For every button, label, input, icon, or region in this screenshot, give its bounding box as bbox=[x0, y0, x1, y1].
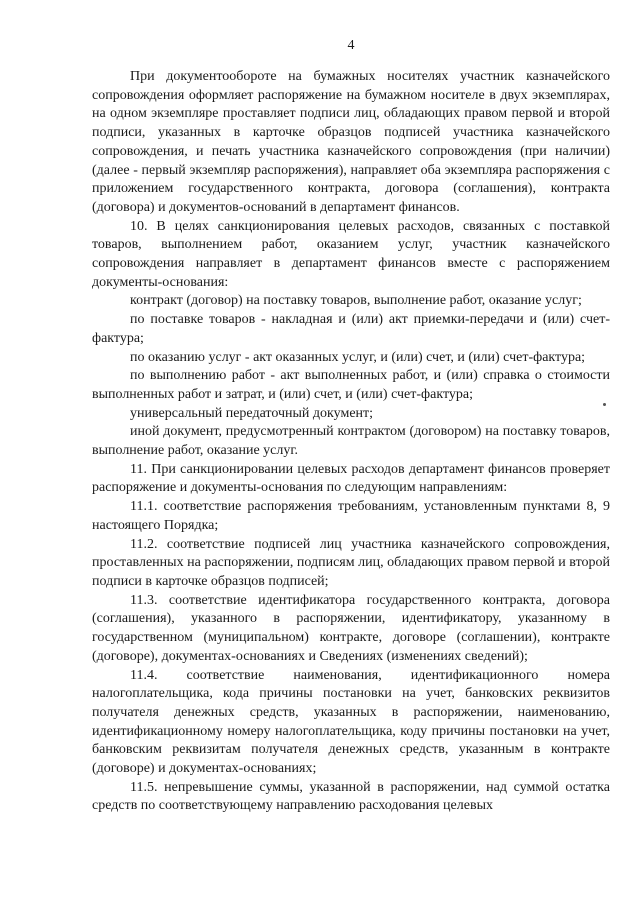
paragraph-works: по выполнению работ - акт выполненных работ, и (или) справка о стоимости выполненных работ и затрат, и (или) счет, и (или) счет-фактура; bbox=[92, 368, 610, 402]
paragraph-11-4: 11.4. соответствие наименования, идентификационного номера налогоплательщика, кода причины постановки на учет, банковских реквизитов получателя денежных средств, указанных в распоряжении, наименованию, идентификационному номеру налогоплательщика, коду причины постановки на учет, банковским реквизитам получателя денежных средств, указанным в контракте (договоре) и документах-основаниях; bbox=[92, 667, 610, 777]
scan-speck bbox=[603, 403, 606, 406]
paragraph-services: по оказанию услуг - акт оказанных услуг, и (или) счет, и (или) счет-фактура; bbox=[130, 349, 586, 365]
paragraph-other-document: иной документ, предусмотренный контрактом (договором) на поставку товаров, выполнение работ, оказание услуг. bbox=[92, 424, 610, 459]
paragraph-11-5: 11.5. непревышение суммы, указанной в распоряжении, над суммой остатка средств по соответствующему направлению расходования целевых bbox=[92, 779, 610, 814]
paragraph-11-2: 11.2. соответствие подписей лиц участника казначейского сопровождения, проставленных на распоряжении, подписям лиц, обладающих правом первой и второй подписи в карточке образцов подписей; bbox=[92, 536, 610, 589]
paragraph-goods-supply: по поставке товаров - накладная и (или) акт приемки-передачи и (или) счет-фактура; bbox=[92, 312, 610, 346]
paragraph-contract: контракт (договор) на поставку товаров, выполнение работ, оказание услуг; bbox=[130, 293, 582, 309]
paragraph-11: 11. При санкционировании целевых расходов департамент финансов проверяет распоряжение и документы-основания по следующим направлениям: bbox=[92, 461, 610, 496]
paragraph-10: 10. В целях санкционирования целевых расходов, связанных с поставкой товаров, выполнением работ, оказанием услуг, участник казначейского сопровождения направляет в департамент финансов вместе с распоряжением документы-основания: bbox=[92, 218, 610, 290]
page-number: 4 bbox=[347, 38, 355, 53]
paragraph-transfer-document: универсальный передаточный документ; bbox=[130, 405, 374, 421]
paragraph-document-flow: При документообороте на бумажных носителях участник казначейского сопровождения оформляет распоряжение на бумажном носителе в двух экземплярах, на одном экземпляре проставляет подписи лиц, обладающих правом первой и второй подписи, указанных в карточке образцов подписей участника казначейского сопровождения, и печать участника казначейского сопровождения (при наличии) (далее - первый экземпляр распоряжения), направляет оба экземпляра распоряжения с приложением государственного контракта, договора (соглашения), контракта (договора) и документов-оснований в департамент финансов. bbox=[92, 69, 610, 215]
document-body bbox=[92, 68, 610, 816]
paragraph-11-1: 11.1. соответствие распоряжения требованиям, установленным пунктами 8, 9 настоящего Порядка; bbox=[92, 499, 610, 533]
paragraph-11-3: 11.3. соответствие идентификатора государственного контракта, договора (соглашения), указанного в распоряжении, идентификатору, указанному в государственном (муниципальном) контракте, договоре (соглашении), контракте (договоре), документах-основаниях и Сведениях (изменениях сведений); bbox=[92, 592, 610, 664]
